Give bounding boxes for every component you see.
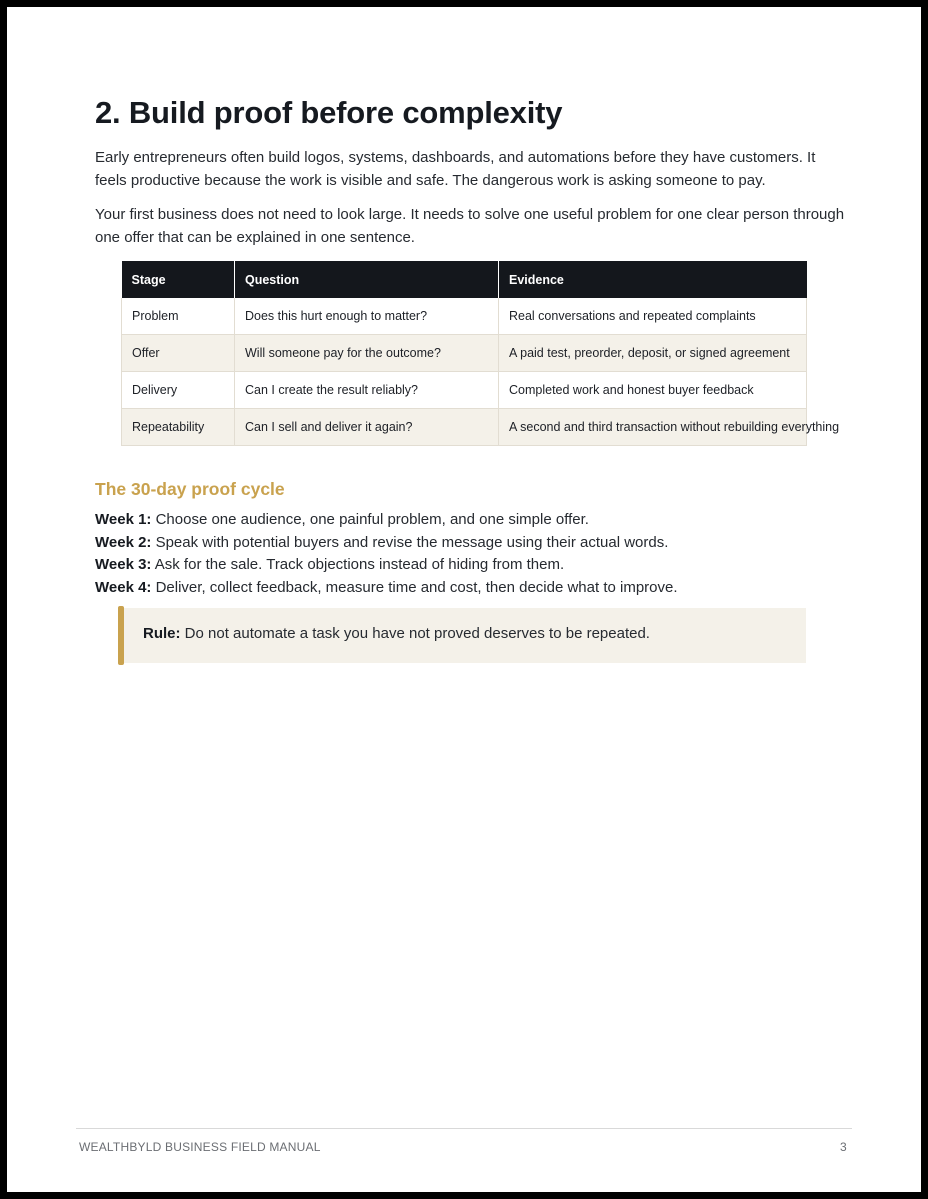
table-row: [122, 298, 807, 335]
intro-paragraph: Early entrepreneurs often build logos, systems, dashboards, and automations before they have customers. It feels productive because the work is visible and safe. The dangerous work is asking someone to pay.: [95, 149, 816, 189]
list-item: [95, 532, 678, 555]
section-subheading: The 30-day proof cycle: [95, 479, 285, 499]
callout-accent-bar: [118, 606, 124, 665]
page-number: 3: [840, 1140, 847, 1154]
week-label: Week 2:: [95, 533, 152, 551]
week-text: Choose one audience, one painful problem, and one simple offer.: [151, 511, 589, 528]
table-cell-question: Can I sell and deliver it again?: [235, 409, 499, 446]
table-row: [122, 409, 807, 446]
page-title: 2. Build proof before complexity: [95, 95, 563, 130]
column-header-evidence: Evidence: [499, 261, 807, 298]
table-cell-question: Will someone pay for the outcome?: [235, 335, 499, 372]
document-page: [7, 7, 921, 1192]
column-header-question: Question: [235, 261, 499, 298]
table-cell-stage: Repeatability: [122, 409, 235, 446]
rule-callout: [118, 608, 806, 663]
proof-cycle-list: [95, 509, 678, 599]
table-cell-question: Can I create the result reliably?: [235, 372, 499, 409]
rule-text: [143, 625, 650, 642]
table-cell-question: Does this hurt enough to matter?: [235, 298, 499, 335]
week-text: Deliver, collect feedback, measure time and cost, then decide what to improve.: [151, 578, 678, 596]
list-item: [95, 554, 678, 577]
proof-stages-table: [121, 261, 840, 446]
column-header-stage: Stage: [122, 261, 235, 298]
table-row: [122, 335, 807, 372]
table-cell-evidence: A paid test, preorder, deposit, or signed agreement: [499, 335, 807, 372]
week-label: Week 1:: [95, 511, 152, 528]
table-header-row: [122, 261, 807, 298]
table-cell-stage: Offer: [122, 335, 235, 372]
week-label: Week 3:: [95, 556, 152, 573]
week-label: Week 4:: [95, 578, 152, 596]
rule-body: Do not automate a task you have not proved deserves to be repeated.: [180, 625, 650, 642]
list-item: [95, 509, 678, 532]
rule-label: Rule:: [143, 625, 181, 642]
table-cell-stage: Delivery: [122, 372, 235, 409]
second-paragraph: Your first business does not need to look large. It needs to solve one useful problem for one clear person through one offer that can be explained in one sentence.: [95, 206, 845, 246]
week-text: Ask for the sale. Track objections instead of hiding from them.: [151, 556, 565, 573]
footer-title: WEALTHBYLD BUSINESS FIELD MANUAL: [79, 1140, 321, 1154]
footer-divider: [76, 1128, 852, 1129]
table-cell-evidence: Completed work and honest buyer feedback: [499, 372, 807, 409]
table-cell-stage: Problem: [122, 298, 235, 335]
table-cell-evidence: Real conversations and repeated complaints: [499, 298, 807, 335]
week-text: Speak with potential buyers and revise the message using their actual words.: [151, 533, 669, 551]
list-item: [95, 577, 678, 600]
table-cell-evidence: A second and third transaction without rebuilding everything: [499, 409, 807, 446]
table-row: [122, 372, 807, 409]
